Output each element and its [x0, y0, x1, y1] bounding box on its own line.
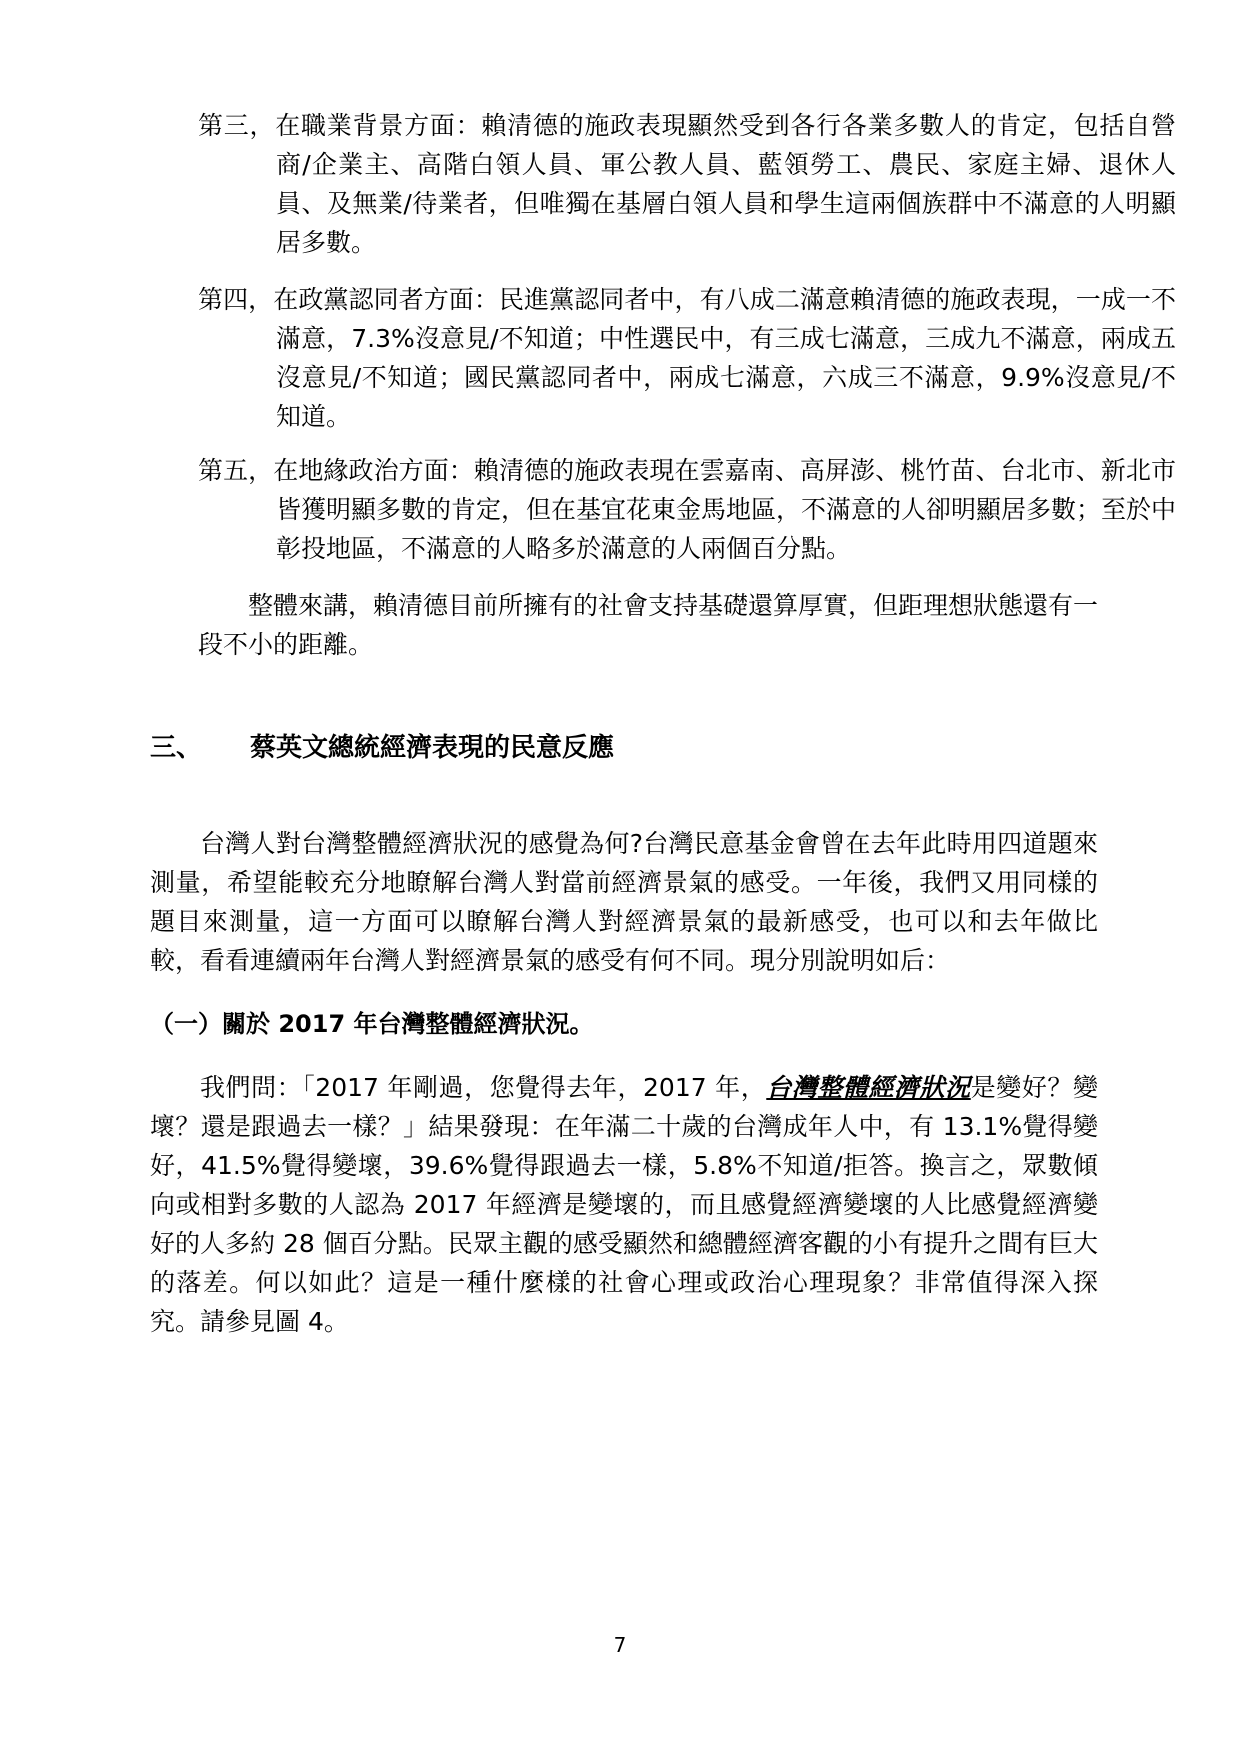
list-item-party — [198, 280, 1176, 436]
question-text-after: 是變好？變壞？還是跟過去一樣？」結果發現：在年滿二十歲的台灣成年人中，有 13.1%覺得變好，41.5%覺得變壞，39.6%覺得跟過去一樣，5.8%不知道/拒答。換言之，眾數傾向或相對多數的人認為 2017 年經濟是變壞的，而且感覺經濟變壞的人比感覺經濟變好的人多約 28 個百分點。民眾主觀的感受顯然和總體經濟客觀的小有提升之間有巨大的落差。何以如此？這是一種什麼樣的社會心理或政治心理現象？非常值得深入探究。請參見圖 4。 — [150, 1073, 1098, 1336]
question-text-before: 我們問：「2017 年剛過，您覺得去年，2017 年， — [200, 1073, 767, 1102]
summary-paragraph: 整體來講，賴清德目前所擁有的社會支持基礎還算厚實，但距理想狀態還有一段不小的距離。 — [198, 591, 1099, 659]
section-number: 三、 — [150, 733, 203, 763]
question-paragraph — [150, 1068, 1098, 1341]
list-item-text: 在職業背景方面：賴清德的施政表現顯然受到各行各業多數人的肯定，包括自營商/企業主、高階白領人員、軍公教人員、藍領勞工、農民、家庭主婦、退休人員、及無業/待業者，但唯獨在基層白領人員和學生這兩個族群中不滿意的人明顯居多數。 — [275, 111, 1176, 257]
page-number: 7 — [613, 1633, 627, 1657]
list-item-occupation — [198, 106, 1176, 262]
list-item-label: 第四， — [198, 285, 274, 314]
question-emphasis: 台灣整體經濟狀況 — [766, 1073, 971, 1102]
list-item-text: 在政黨認同者方面：民進黨認同者中，有八成二滿意賴清德的施政表現，一成一不滿意，7.3%沒意見/不知道；中性選民中，有三成七滿意，三成九不滿意，兩成五沒意見/不知道；國民黨認同者中，兩成七滿意，六成三不滿意，9.9%沒意見/不知道。 — [273, 285, 1176, 431]
intro-paragraph: 台灣人對台灣整體經濟狀況的感覺為何?台灣民意基金會曾在去年此時用四道題來測量，希望能較充分地瞭解台灣人對當前經濟景氣的感受。一年後，我們又用同樣的題目來測量，這一方面可以瞭解台灣人對經濟景氣的最新感受，也可以和去年做比較，看看連續兩年台灣人對經濟景氣的感受有何不同。現分別說明如后： — [150, 829, 1098, 975]
list-item-text: 在地緣政治方面：賴清德的施政表現在雲嘉南、高屏澎、桃竹苗、台北市、新北市皆獲明顯多數的肯定，但在基宜花東金馬地區，不滿意的人卻明顯居多數；至於中彰投地區，不滿意的人略多於滿意的人兩個百分點。 — [273, 456, 1177, 563]
list-item-label: 第五， — [198, 456, 274, 485]
section-heading — [150, 728, 614, 768]
section-title: 蔡英文總統經濟表現的民意反應 — [250, 733, 615, 763]
list-item-label: 第三， — [198, 111, 276, 140]
list-item-region — [198, 451, 1176, 568]
subsection-heading: （一）關於 2017 年台灣整體經濟狀況。 — [150, 1010, 594, 1038]
